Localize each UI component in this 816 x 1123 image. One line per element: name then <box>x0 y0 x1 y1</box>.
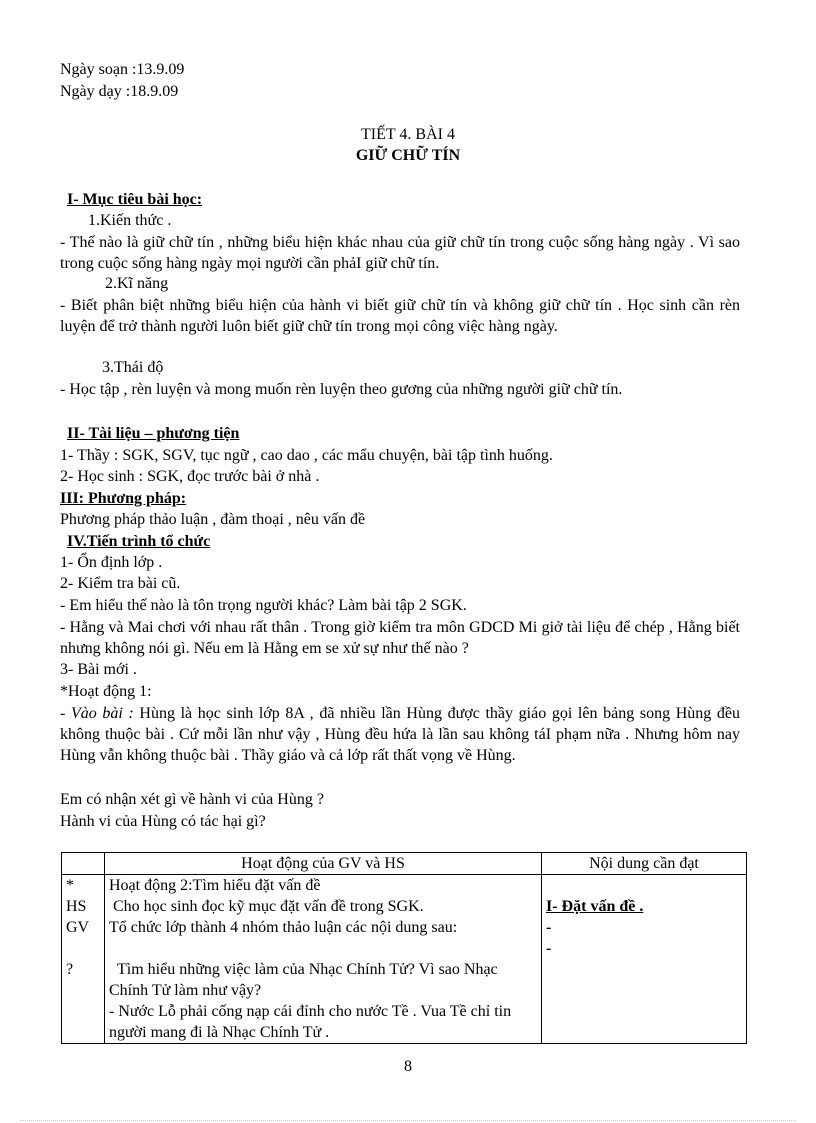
section1-knowledge-text: - Thế nào là giữ chữ tín , những biểu hiện khác nhau của giữ chữ tín trong cuộc sống hàng ngày . Vì sao trong cuộc sống hàng ngày mọi người cần phảI giữ chữ tín. <box>60 234 740 272</box>
section1-sub-attitude: 3.Thái độ <box>102 359 164 376</box>
activity-line <box>109 938 537 959</box>
page-number: 8 <box>404 1058 412 1075</box>
marker-line <box>66 938 100 959</box>
section4-discussion-q1: Em có nhận xét gì về hành vi của Hùng ? <box>60 791 324 808</box>
table-header-activity: Hoạt động của GV và HS <box>105 853 542 875</box>
marker-line: * <box>66 877 74 894</box>
section4-activity1: *Hoạt động 1: <box>60 683 152 700</box>
table-header-row <box>62 853 747 875</box>
section1-sub-skill: 2.Kĩ năng <box>105 275 169 292</box>
table-row <box>62 875 747 1044</box>
section4-question1: - Em hiểu thế nào là tôn trọng người khác? Làm bài tập 2 SGK. <box>60 597 467 614</box>
section4-intro <box>60 703 740 766</box>
content-heading: I- Đặt vấn đề . <box>546 898 644 915</box>
activity-line: Tổ chức lớp thành 4 nhóm thảo luận các nội dung sau: <box>109 919 458 936</box>
section4-step2: 2- Kiểm tra bài cũ. <box>60 575 181 592</box>
section4-heading: IV.Tiến trình tổ chức <box>67 533 211 550</box>
activity-line: Cho học sinh đọc kỹ mục đặt vấn đề trong SGK. <box>109 898 424 915</box>
intro-label: - Vào bài : <box>60 705 134 722</box>
section2-student: 2- Học sinh : SGK, đọc trước bài ở nhà . <box>60 468 320 485</box>
table-cell-activities <box>105 875 542 1044</box>
activity-line: Hoạt động 2:Tìm hiểu đặt vấn đề <box>109 877 321 894</box>
intro-text: Hùng là học sinh lớp 8A , đã nhiều lần Hùng được thầy giáo gọi lên bảng song Hùng đều không thuộc bài . Cứ mỗi lần như vậy , Hùng đều hứa là lần sau không táI phạm nữa . Nhưng hôm nay Hùng vẫn không thuộc bài . Thầy giáo và cả lớp rất thất vọng về Hùng. <box>60 705 740 764</box>
section2-heading: II- Tài liệu – phương tiện <box>67 425 240 442</box>
ngay-soan: Ngày soạn :13.9.09 <box>60 61 185 78</box>
marker-line: GV <box>66 919 90 936</box>
section1-skill-text: - Biết phân biệt những biểu hiện của hành vi biết giữ chữ tín và không giữ chữ tín . Học sinh cần rèn luyện để trở thành người luôn biết giữ chữ tín trong mọi công việc hàng ngày. <box>60 297 740 335</box>
content-mark: - <box>546 919 552 936</box>
section1-sub-knowledge: 1.Kiến thức . <box>88 212 172 229</box>
ngay-day: Ngày dạy :18.9.09 <box>60 83 179 100</box>
activity-line: Tìm hiểu những việc làm của Nhạc Chính Tử? Vì sao Nhạc Chính Tử làm như vậy? <box>109 961 502 999</box>
section4-discussion-q2: Hành vi của Hùng có tác hại gì? <box>60 813 266 830</box>
section3-method: Phương pháp thảo luận , đàm thoại , nêu vấn đề <box>60 511 366 528</box>
section1-attitude-text: - Học tập , rèn luyện và mong muốn rèn luyện theo gương của những người giữ chữ tín. <box>60 381 623 398</box>
table-header-col1 <box>62 853 105 875</box>
page-bottom-divider <box>20 1120 796 1121</box>
section4-step3: 3- Bài mới . <box>60 661 137 678</box>
marker-line: HS <box>66 898 87 915</box>
lesson-number: TIẾT 4. BÀI 4 <box>361 126 455 143</box>
section3-heading: III: Phương pháp: <box>60 490 187 507</box>
content-mark: - <box>546 940 552 957</box>
table-cell-content <box>542 875 747 1044</box>
section1-heading: I- Mục tiêu bài học: <box>67 191 203 208</box>
table-cell-markers <box>62 875 105 1044</box>
section4-question2: - Hằng và Mai chơi với nhau rất thân . Trong giờ kiểm tra môn GDCD Mi giở tài liệu để chép , Hằng biết nhưng không nói gì. Nếu em là Hằng em se xử sự như thế nào ? <box>60 619 740 657</box>
section4-step1: 1- Ổn định lớp . <box>60 554 163 571</box>
table-header-content: Nội dung cần đạt <box>542 853 747 875</box>
section2-teacher: 1- Thầy : SGK, SGV, tục ngữ , cao dao , các mẩu chuyện, bài tập tình huống. <box>60 447 553 464</box>
lesson-title: GIỮ CHỮ TÍN <box>355 147 461 164</box>
activity-line: - Nước Lỗ phải cống nạp cái đỉnh cho nước Tề . Vua Tề chỉ tin người mang đi là Nhạc Chính Tử . <box>109 1003 512 1041</box>
activity-table <box>61 852 747 1044</box>
marker-line: ? <box>66 961 74 978</box>
